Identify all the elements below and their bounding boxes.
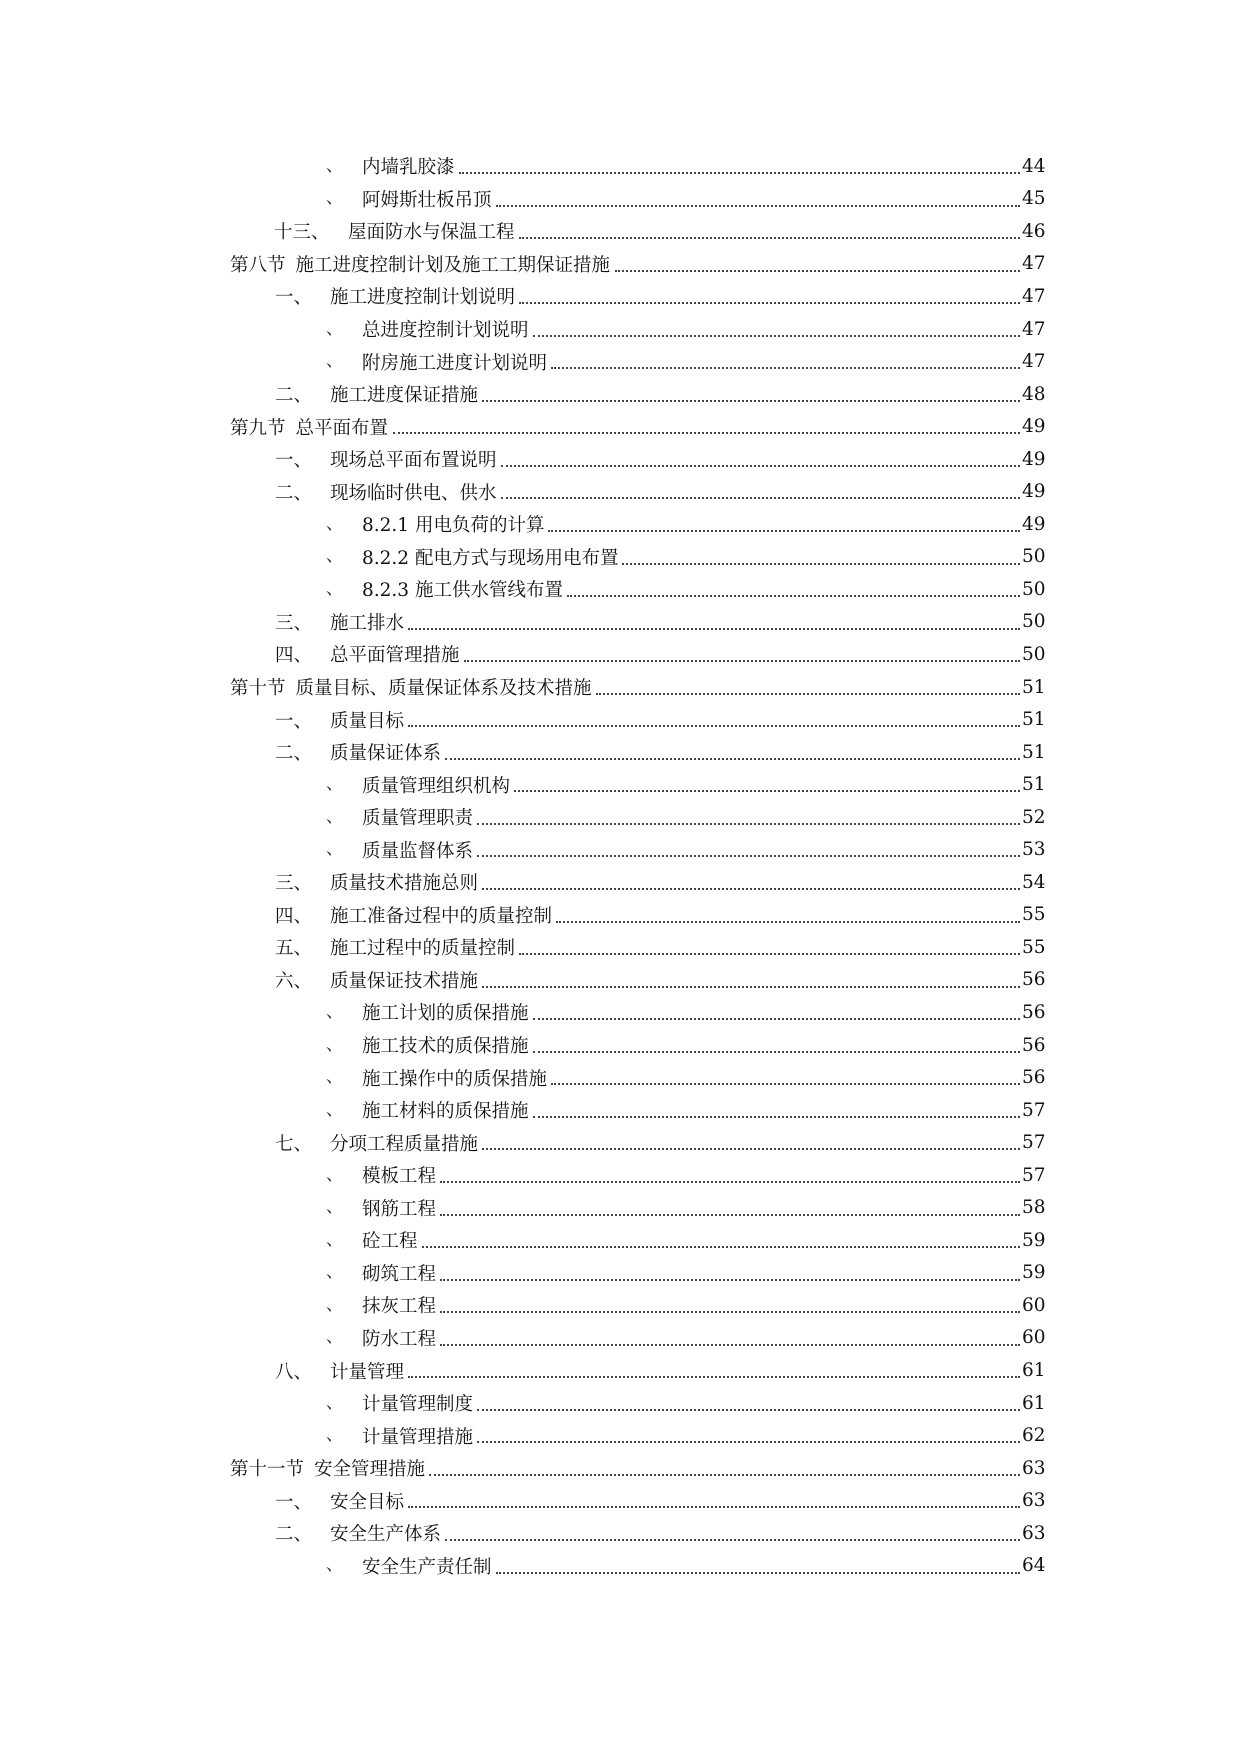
toc-entry-title: 分项工程质量措施 (330, 1130, 480, 1156)
toc-page-number: 58 (1022, 1197, 1046, 1219)
toc-entry[interactable] (0, 1484, 1241, 1517)
dot-leader (393, 432, 1020, 434)
toc-entry[interactable] (0, 1061, 1241, 1094)
toc-entry-title: 施工准备过程中的质量控制 (330, 902, 554, 928)
toc-entry-title: 施工计划的质保措施 (362, 999, 531, 1025)
list-bullet-icon: 、 (326, 1425, 343, 1446)
list-bullet-icon: 、 (326, 155, 343, 176)
toc-subsection-number: 二、 (275, 1524, 313, 1546)
toc-entry[interactable] (0, 280, 1241, 313)
toc-entry[interactable] (0, 215, 1241, 248)
toc-entry[interactable] (0, 1289, 1241, 1322)
dot-leader (482, 888, 1020, 890)
toc-entry[interactable] (0, 573, 1241, 606)
toc-entry-title: 附房施工进度计划说明 (362, 349, 549, 375)
toc-page-number: 63 (1022, 1522, 1046, 1544)
list-bullet-icon: 、 (326, 1229, 343, 1250)
list-bullet-icon: 、 (326, 1197, 343, 1218)
toc-entry-title: 抹灰工程 (362, 1292, 438, 1318)
toc-section-number: 第十一节 (230, 1459, 305, 1481)
dot-leader (533, 1116, 1020, 1118)
dot-leader (519, 953, 1020, 955)
toc-entry-title: 总平面布置 (296, 414, 391, 440)
list-bullet-icon: 、 (326, 1034, 343, 1055)
toc-entry[interactable] (0, 508, 1241, 541)
toc-page-number: 47 (1022, 253, 1046, 275)
toc-page-number: 63 (1022, 1490, 1046, 1512)
list-bullet-icon: 、 (326, 1555, 343, 1576)
toc-entry[interactable] (0, 1387, 1241, 1420)
dot-leader (408, 725, 1020, 727)
toc-page-number: 59 (1022, 1262, 1046, 1284)
toc-entry-title: 安全管理措施 (314, 1455, 427, 1481)
toc-page-number: 57 (1022, 1099, 1046, 1121)
toc-page-number: 51 (1022, 676, 1046, 698)
dot-leader (408, 628, 1020, 630)
toc-entry[interactable] (0, 410, 1241, 443)
dot-leader (496, 1572, 1020, 1574)
list-bullet-icon: 、 (326, 546, 343, 567)
dot-leader (408, 1376, 1020, 1378)
toc-entry-title: 防水工程 (362, 1325, 438, 1351)
toc-entry[interactable] (0, 443, 1241, 476)
dot-leader (440, 1214, 1020, 1216)
toc-entry-title: 施工技术的质保措施 (362, 1032, 531, 1058)
toc-entry-title: 计量管理 (330, 1358, 406, 1384)
toc-section-number: 第八节 (230, 254, 286, 276)
list-bullet-icon: 、 (326, 513, 343, 534)
toc-subsection-number: 一、 (275, 710, 313, 732)
toc-entry-title: 总平面管理措施 (330, 641, 462, 667)
toc-entry[interactable] (0, 931, 1241, 964)
toc-entry[interactable] (0, 345, 1241, 378)
list-bullet-icon: 、 (326, 1164, 343, 1185)
toc-entry[interactable] (0, 1192, 1241, 1225)
list-bullet-icon: 、 (326, 839, 343, 860)
dot-leader (459, 172, 1020, 174)
dot-leader (440, 1279, 1020, 1281)
dot-leader (440, 1181, 1020, 1183)
toc-subsection-number: 六、 (275, 970, 313, 992)
list-bullet-icon: 、 (326, 1327, 343, 1348)
dot-leader (477, 1409, 1020, 1411)
toc-page-number: 57 (1022, 1164, 1046, 1186)
toc-subsection-number: 二、 (275, 385, 313, 407)
dot-leader (533, 1018, 1020, 1020)
dot-leader (519, 302, 1020, 304)
dot-leader (551, 367, 1020, 369)
toc-page-number: 62 (1022, 1425, 1046, 1447)
list-bullet-icon: 、 (326, 1262, 343, 1283)
toc-page-number: 49 (1022, 448, 1046, 470)
toc-page-number: 49 (1022, 513, 1046, 535)
toc-page-number: 45 (1022, 188, 1046, 210)
toc-entry-title: 施工过程中的质量控制 (330, 934, 517, 960)
toc-entry-title: 质量保证体系 (330, 739, 443, 765)
toc-page-number: 61 (1022, 1360, 1046, 1381)
toc-entry-title: 计量管理制度 (362, 1390, 475, 1416)
toc-page-number: 55 (1022, 936, 1046, 958)
dot-leader (533, 1051, 1020, 1053)
toc-entry-title: 总进度控制计划说明 (362, 316, 531, 342)
dot-leader (464, 660, 1020, 662)
list-bullet-icon: 、 (326, 1001, 343, 1022)
toc-entry[interactable] (0, 1159, 1241, 1192)
toc-page-number: 50 (1022, 611, 1046, 633)
list-bullet-icon: 、 (326, 806, 343, 827)
dot-leader (477, 1441, 1020, 1443)
toc-entry[interactable] (0, 866, 1241, 899)
dot-leader (445, 1539, 1020, 1541)
toc-page-number: 54 (1022, 871, 1046, 893)
toc-entry[interactable] (0, 378, 1241, 411)
toc-entry-title: 质量管理职责 (362, 804, 475, 830)
toc-page-number: 56 (1022, 1067, 1046, 1089)
toc-entry-title: 模板工程 (362, 1162, 438, 1188)
toc-subsection-number: 一、 (275, 1491, 313, 1513)
dot-leader (519, 237, 1020, 239)
dot-leader (445, 758, 1020, 760)
toc-page-number: 47 (1022, 351, 1046, 373)
toc-subsection-number: 四、 (275, 905, 313, 927)
toc-entry-title: 8.2.1 用电负荷的计算 (362, 511, 546, 537)
dot-leader (429, 1474, 1020, 1476)
toc-subsection-number: 一、 (275, 287, 313, 309)
toc-entry[interactable] (0, 833, 1241, 866)
toc-subsection-number: 七、 (275, 1133, 313, 1155)
toc-page-number: 47 (1022, 285, 1046, 307)
dot-leader (622, 563, 1020, 565)
toc-page-number: 52 (1022, 806, 1046, 828)
toc-page-number: 49 (1022, 416, 1046, 438)
toc-entry-title: 安全目标 (330, 1488, 406, 1514)
toc-page-number: 49 (1022, 481, 1046, 503)
dot-leader (477, 855, 1020, 857)
toc-entry[interactable] (0, 150, 1241, 183)
toc-entry[interactable] (0, 541, 1241, 574)
toc-page-number: 46 (1022, 220, 1046, 242)
toc-entry[interactable] (0, 1257, 1241, 1290)
toc-entry[interactable] (0, 1322, 1241, 1355)
dot-leader (551, 1083, 1020, 1085)
toc-page-number: 44 (1022, 155, 1046, 177)
toc-entry-title: 8.2.3 施工供水管线布置 (362, 576, 565, 602)
toc-entry-title: 施工操作中的质保措施 (362, 1065, 549, 1091)
dot-leader (408, 1506, 1020, 1508)
toc-entry[interactable] (0, 1452, 1241, 1485)
toc-entry[interactable] (0, 248, 1241, 281)
dot-leader (596, 693, 1020, 695)
list-bullet-icon: 、 (326, 774, 343, 795)
toc-section-number: 第十节 (230, 678, 286, 700)
dot-leader (482, 400, 1020, 402)
toc-page-number: 64 (1022, 1555, 1046, 1577)
toc-page-number: 55 (1022, 904, 1046, 926)
toc-entry-title: 施工进度保证措施 (330, 381, 480, 407)
list-bullet-icon: 、 (326, 188, 343, 209)
dot-leader (514, 790, 1020, 792)
toc-entry-title: 质量目标 (330, 707, 406, 733)
toc-subsection-number: 五、 (275, 938, 313, 960)
table-of-contents (0, 150, 1241, 1582)
toc-subsection-number: 一、 (275, 450, 313, 472)
dot-leader (496, 205, 1020, 207)
list-bullet-icon: 、 (326, 1294, 343, 1315)
toc-entry-title: 施工进度控制计划说明 (330, 283, 517, 309)
dot-leader (440, 1344, 1020, 1346)
toc-entry-title: 砌筑工程 (362, 1260, 438, 1286)
toc-entry-title: 钢筋工程 (362, 1195, 438, 1221)
toc-entry[interactable] (0, 1126, 1241, 1159)
toc-page-number: 47 (1022, 318, 1046, 340)
toc-entry-title: 现场总平面布置说明 (330, 446, 499, 472)
dot-leader (548, 530, 1020, 532)
toc-entry[interactable] (0, 1419, 1241, 1452)
toc-entry-title: 质量保证技术措施 (330, 967, 480, 993)
toc-entry[interactable] (0, 996, 1241, 1029)
toc-entry-title: 质量技术措施总则 (330, 869, 480, 895)
toc-entry[interactable] (0, 801, 1241, 834)
toc-entry-title: 屋面防水与保温工程 (348, 218, 517, 244)
toc-entry[interactable] (0, 638, 1241, 671)
toc-page-number: 60 (1022, 1327, 1046, 1349)
toc-page-number: 50 (1022, 578, 1046, 600)
toc-entry-title: 砼工程 (362, 1227, 420, 1253)
dot-leader (477, 823, 1020, 825)
dot-leader (501, 465, 1020, 467)
toc-entry[interactable] (0, 964, 1241, 997)
toc-entry-title: 安全生产体系 (330, 1520, 443, 1546)
toc-page-number: 48 (1022, 383, 1046, 405)
toc-entry[interactable] (0, 475, 1241, 508)
toc-entry-title: 质量监督体系 (362, 837, 475, 863)
toc-entry[interactable] (0, 1224, 1241, 1257)
toc-entry[interactable] (0, 1094, 1241, 1127)
toc-page-number: 61 (1022, 1392, 1046, 1414)
toc-section-number: 第九节 (230, 417, 286, 439)
list-bullet-icon: 、 (326, 578, 343, 599)
toc-subsection-number: 四、 (275, 645, 313, 667)
toc-page-number: 50 (1022, 546, 1046, 568)
toc-entry[interactable] (0, 606, 1241, 639)
toc-entry[interactable] (0, 899, 1241, 932)
toc-entry[interactable] (0, 313, 1241, 346)
toc-page-number: 51 (1022, 709, 1046, 731)
toc-entry-title: 现场临时供电、供水 (330, 479, 499, 505)
toc-entry[interactable] (0, 703, 1241, 736)
toc-entry[interactable] (0, 768, 1241, 801)
toc-entry[interactable] (0, 1517, 1241, 1550)
toc-page-number: 51 (1022, 741, 1046, 763)
toc-page-number: 56 (1022, 1001, 1046, 1023)
toc-entry[interactable] (0, 1354, 1241, 1387)
toc-subsection-number: 二、 (275, 482, 313, 504)
list-bullet-icon: 、 (326, 318, 343, 339)
toc-entry-title: 质量目标、质量保证体系及技术措施 (296, 674, 594, 700)
list-bullet-icon: 、 (326, 1392, 343, 1413)
toc-entry[interactable] (0, 1550, 1241, 1583)
toc-subsection-number: 十三、 (274, 222, 330, 244)
toc-entry-title: 计量管理措施 (362, 1423, 475, 1449)
toc-entry-title: 施工进度控制计划及施工工期保证措施 (296, 251, 613, 277)
dot-leader (501, 497, 1020, 499)
toc-page-number: 57 (1022, 1132, 1046, 1154)
list-bullet-icon: 、 (326, 1099, 343, 1120)
dot-leader (556, 921, 1020, 923)
dot-leader (615, 270, 1020, 272)
toc-subsection-number: 三、 (275, 873, 313, 895)
list-bullet-icon: 、 (326, 351, 343, 372)
toc-subsection-number: 三、 (275, 612, 313, 634)
toc-page-number: 56 (1022, 1034, 1046, 1056)
toc-entry[interactable] (0, 671, 1241, 704)
dot-leader (482, 1148, 1020, 1150)
toc-entry-title: 8.2.2 配电方式与现场用电布置 (362, 544, 620, 570)
dot-leader (567, 595, 1020, 597)
list-bullet-icon: 、 (326, 1067, 343, 1088)
toc-entry-title: 质量管理组织机构 (362, 772, 512, 798)
dot-leader (422, 1246, 1020, 1248)
toc-entry[interactable] (0, 183, 1241, 216)
toc-entry-title: 施工材料的质保措施 (362, 1097, 531, 1123)
toc-page-number: 50 (1022, 643, 1046, 665)
toc-page-number: 59 (1022, 1229, 1046, 1251)
toc-page-number: 56 (1022, 969, 1046, 991)
toc-subsection-number: 八、 (275, 1361, 313, 1383)
toc-entry-title: 内墙乳胶漆 (362, 153, 457, 179)
toc-entry[interactable] (0, 1029, 1241, 1062)
toc-subsection-number: 二、 (275, 743, 313, 765)
toc-entry-title: 阿姆斯壮板吊顶 (362, 186, 494, 212)
toc-entry[interactable] (0, 736, 1241, 769)
toc-page-number: 53 (1022, 839, 1046, 861)
toc-entry-title: 安全生产责任制 (362, 1553, 494, 1579)
toc-page-number: 60 (1022, 1294, 1046, 1316)
dot-leader (440, 1311, 1020, 1313)
toc-entry-title: 施工排水 (330, 609, 406, 635)
toc-page-number: 63 (1022, 1457, 1046, 1479)
dot-leader (482, 986, 1020, 988)
toc-page-number: 51 (1022, 774, 1046, 796)
dot-leader (533, 335, 1020, 337)
